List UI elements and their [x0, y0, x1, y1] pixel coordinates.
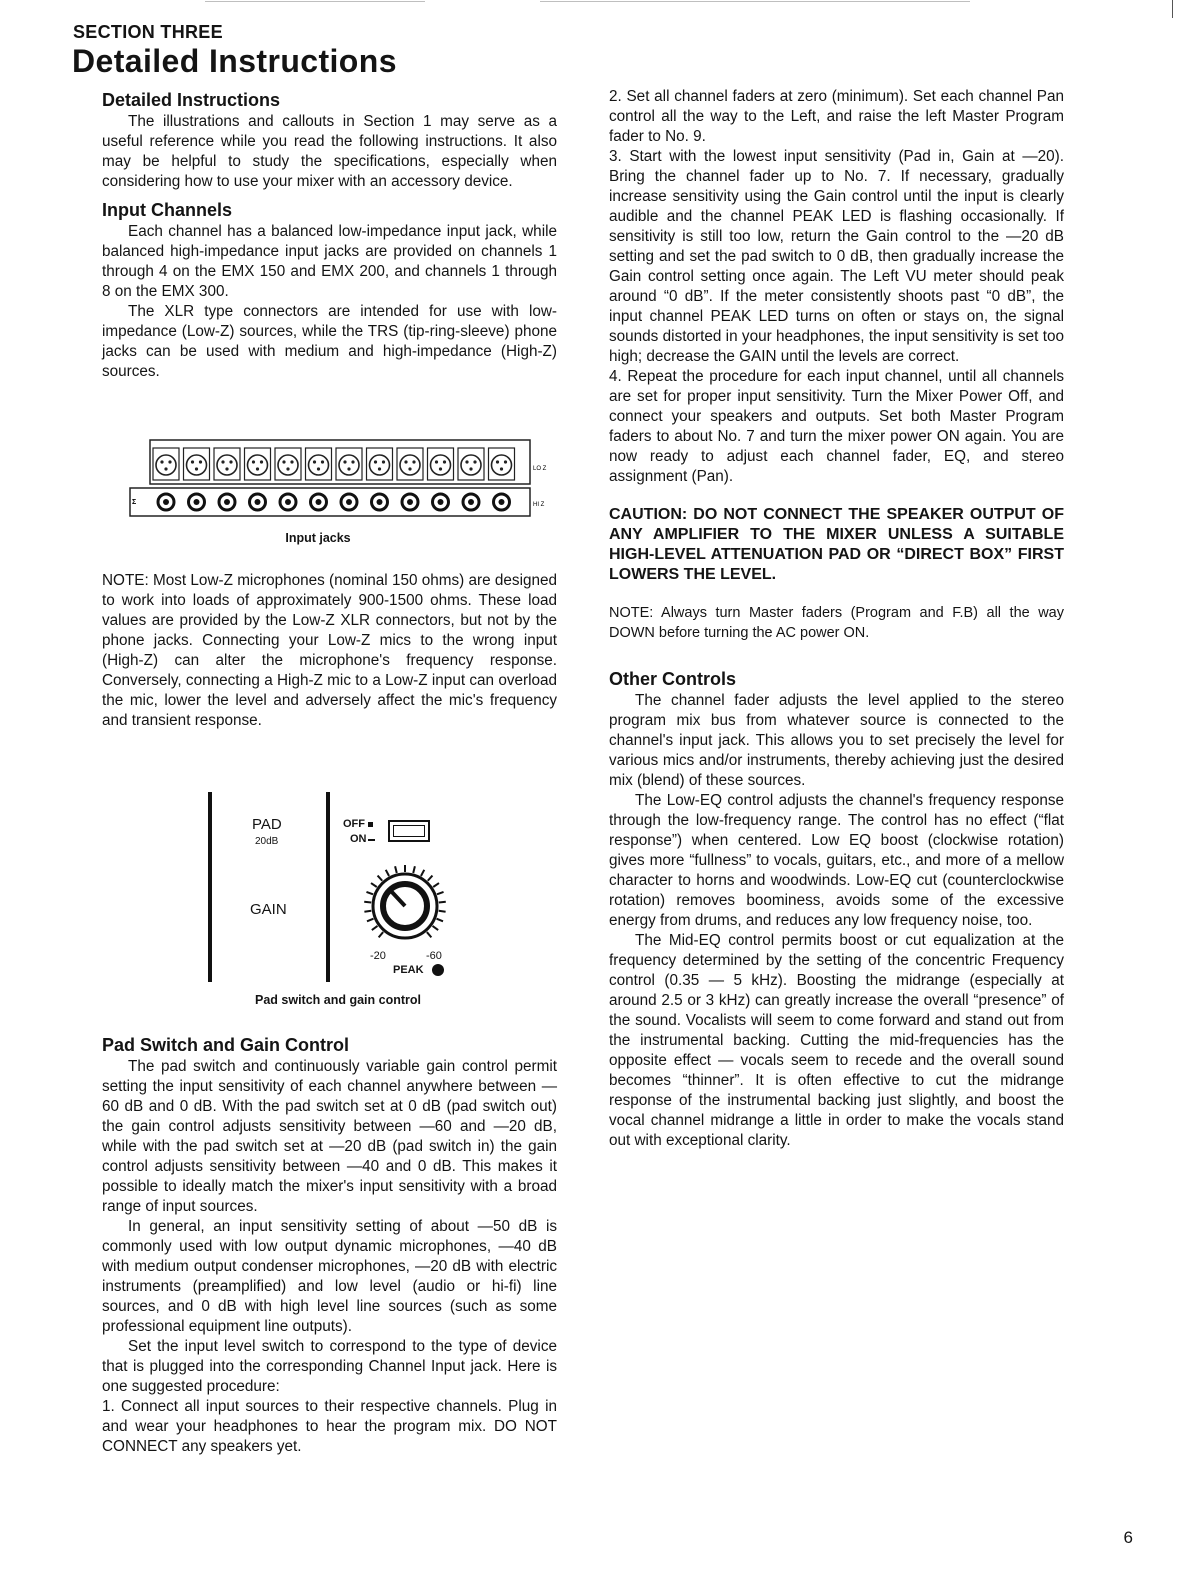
- phone-jack-center-icon: [407, 499, 413, 505]
- xlr-socket-icon: [492, 455, 512, 475]
- xlr-pin-icon: [160, 460, 163, 463]
- pad-sub-label: 20dB: [255, 836, 279, 847]
- xlr-pin-icon: [321, 460, 324, 463]
- xlr-pin-icon: [496, 460, 499, 463]
- procedure-step-2: 2. Set all channel faders at zero (minimum). Set each channel Pan control all the way to the Left, and raise the left Master Program fader to No. 9.: [609, 88, 1064, 145]
- xlr-socket-icon: [461, 455, 481, 475]
- top-rule: [540, 1, 970, 2]
- xlr-pin-icon: [290, 460, 293, 463]
- xlr-pin-icon: [282, 460, 285, 463]
- xlr-pin-icon: [286, 467, 289, 470]
- phone-jack-center-icon: [377, 499, 383, 505]
- pad-gain-caption: Pad switch and gain control: [255, 993, 421, 1007]
- input-channels-paragraph-1: Each channel has a balanced low-impedance input jack, while balanced high-impedance input jacks are provided on channels 1 through 4 on the EMX 150 and EMX 200, and channels 1 through 8 on the EMX 300.: [102, 223, 557, 300]
- xlr-pin-icon: [195, 467, 198, 470]
- xlr-socket-icon: [217, 455, 237, 475]
- knob-tick-icon: [395, 866, 397, 873]
- xlr-pin-icon: [465, 460, 468, 463]
- pad-gain-figure: [200, 788, 500, 988]
- xlr-pin-icon: [168, 460, 171, 463]
- xlr-pin-icon: [439, 467, 442, 470]
- panel-edge-left: [208, 792, 212, 982]
- xlr-pin-icon: [404, 460, 407, 463]
- knob-tick-icon: [421, 870, 424, 876]
- knob-tick-icon: [364, 902, 371, 903]
- xlr-pin-icon: [382, 460, 385, 463]
- pad-switch-heading: Pad Switch and Gain Control: [102, 1035, 350, 1055]
- procedure-step-4: 4. Repeat the procedure for each input channel, until all channels are set for proper input sensitivity. Turn the Mixer Power Off, and connect your speakers and outputs. Set both Master Program faders to about No. 7 and turn the mixer power ON again. You are now ready to adjust each channel fader, EQ, and stereo assignment (Pan).: [609, 368, 1064, 485]
- phone-jack-center-icon: [316, 499, 322, 505]
- pad-switch-button[interactable]: [388, 820, 430, 842]
- xlr-pin-icon: [317, 467, 320, 470]
- on-indicator: [368, 839, 375, 841]
- xlr-pin-icon: [408, 467, 411, 470]
- low-z-note-text: NOTE: Most Low-Z microphones (nominal 150 ohms) are designed to work into loads of approximately 900-1500 ohms. These load values are provided by the Low-Z XLR connectors, but not by the phone jacks. Connecting your Low-Z mics to the wrong input (High-Z) can alter the microphone's frequency response. Conversely, connecting a High-Z mic to a Low-Z input can overload the mic, lower the level and adversely affect the mic's frequency and transient response.: [102, 572, 557, 729]
- other-paragraph-3: The Mid-EQ control permits boost or cut equalization at the frequency determined by the setting of the concentric Frequency control (0.35 — 5 kHz). Boosting the midrange (especially at around 2.5 or 3 kHz) can greatly increase the overall “presence” of the sound. Vocalists will seem to come forward and stand out from the instrumental backing. Cutting the mid-frequencies has the opposite effect — vocals seem to recede and the overall sound becomes “thinner”. It is often effective to cut the midrange response of the instrumental backing just slightly, and boost the vocal channel midrange a little in order to make the vocals stand out with exceptional clarity.: [609, 932, 1064, 1149]
- xlr-socket-icon: [187, 455, 207, 475]
- intro-paragraph: The illustrations and callouts in Section 1 may serve as a useful reference while you read the following instructions. It also may be helpful to study the specifications, especially when considering how to use your mixer with an accessory device.: [102, 113, 557, 190]
- input-channels-paragraph-2: The XLR type connectors are intended for use with low-impedance (Low-Z) sources, while the TRS (tip-ring-sleeve) phone jacks can be used with medium and high-impedance (High-Z) sources.: [102, 303, 557, 380]
- xlr-pin-icon: [164, 467, 167, 470]
- xlr-pin-icon: [199, 460, 202, 463]
- svg-text:HI Z: HI Z: [533, 502, 545, 508]
- phone-jack-center-icon: [163, 499, 169, 505]
- input-jacks-illustration: [128, 436, 548, 522]
- xlr-pin-icon: [229, 460, 232, 463]
- xlr-pin-icon: [473, 460, 476, 463]
- xlr-socket-icon: [248, 455, 268, 475]
- other-paragraph-2: The Low-EQ control adjusts the channel's frequency response through the low-frequency range. The control has no effect (“flat response”) when centered. Low EQ boost (clockwise rotation) gives more “fullness” to vocals, guitars, etc., and more of a mellow character to horns and woodwinds. Low-EQ cut (counterclockwise rotation) removes boominess, avoids some of the excessive energy from drums, and reduces any low frequency noise, too.: [609, 792, 1064, 929]
- svg-text:Σ: Σ: [132, 499, 137, 506]
- xlr-pin-icon: [374, 460, 377, 463]
- svg-text:LO Z: LO Z: [533, 466, 547, 472]
- xlr-socket-icon: [339, 455, 359, 475]
- xlr-pin-icon: [347, 467, 350, 470]
- phone-jack-center-icon: [438, 499, 444, 505]
- low-z-note: [102, 571, 557, 731]
- xlr-socket-icon: [400, 455, 420, 475]
- xlr-pin-icon: [343, 460, 346, 463]
- left-column-bottom: [102, 1033, 557, 1457]
- xlr-pin-icon: [191, 460, 194, 463]
- phone-jack-center-icon: [194, 499, 200, 505]
- xlr-socket-icon: [370, 455, 390, 475]
- knob-tick-icon: [439, 911, 446, 912]
- xlr-pin-icon: [260, 460, 263, 463]
- knob-tick-icon: [372, 926, 378, 930]
- knob-tick-icon: [367, 919, 373, 922]
- off-label: OFF: [343, 818, 365, 830]
- phone-jack-center-icon: [255, 499, 261, 505]
- right-column: [609, 87, 1064, 1151]
- page-number: 6: [1123, 1528, 1133, 1547]
- page-title: Detailed Instructions: [72, 43, 397, 79]
- phone-jack-center-icon: [468, 499, 474, 505]
- knob-tick-icon: [427, 932, 431, 937]
- other-paragraph-1: The channel fader adjusts the level applied to the stereo program mix bus from whatever source is connected to the channel's input jack. This allows you to set precisely the level for various mics and/or instruments, thereby achieving just the desired mix (blend) of these sources.: [609, 692, 1064, 789]
- xlr-pin-icon: [252, 460, 255, 463]
- panel-edge-right: [326, 792, 330, 982]
- knob-tick-icon: [439, 902, 446, 903]
- knob-tick-icon: [433, 926, 439, 930]
- power-note: NOTE: Always turn Master faders (Program and F.B) all the way DOWN before turning the AC power ON.: [609, 605, 1064, 641]
- xlr-socket-icon: [278, 455, 298, 475]
- knob-tick-icon: [378, 876, 383, 881]
- procedure-step-1: 1. Connect all input sources to their respective channels. Plug in and wear your headphones to hear the program mix. DO NOT CONNECT any speakers yet.: [102, 1398, 557, 1455]
- xlr-pin-icon: [412, 460, 415, 463]
- peak-label: PEAK: [393, 964, 424, 976]
- phone-jack-center-icon: [285, 499, 291, 505]
- phone-jack-center-icon: [224, 499, 230, 505]
- knob-tick-icon: [379, 932, 383, 937]
- knob-tick-icon: [366, 892, 373, 894]
- xlr-socket-icon: [309, 455, 329, 475]
- pad-label: PAD: [252, 816, 282, 833]
- knob-tick-icon: [413, 866, 415, 873]
- xlr-pin-icon: [313, 460, 316, 463]
- knob-tick-icon: [437, 892, 444, 894]
- off-indicator: [368, 822, 373, 827]
- input-channels-heading: Input Channels: [102, 200, 232, 220]
- top-rule: [205, 1, 425, 2]
- xlr-pin-icon: [221, 460, 224, 463]
- on-label: ON: [350, 833, 367, 845]
- peak-led: [432, 964, 444, 976]
- xlr-pin-icon: [435, 460, 438, 463]
- pad-paragraph-3: Set the input level switch to correspond to the type of device that is plugged into the corresponding Channel Input jack. Here is one suggested procedure:: [102, 1338, 557, 1395]
- knob-tick-icon: [364, 911, 371, 912]
- gain-max-label: -60: [426, 950, 442, 962]
- xlr-pin-icon: [500, 467, 503, 470]
- other-controls-heading: Other Controls: [609, 669, 737, 689]
- caution-text: CAUTION: DO NOT CONNECT THE SPEAKER OUTPUT OF ANY AMPLIFIER TO THE MIXER UNLESS A SUITABLE HIGH-LEVEL ATTENUATION PAD OR “DIRECT BOX” FIRST LOWERS THE LEVEL.: [609, 506, 1064, 583]
- xlr-pin-icon: [225, 467, 228, 470]
- xlr-socket-icon: [431, 455, 451, 475]
- gain-min-label: -20: [370, 950, 386, 962]
- intro-heading: Detailed Instructions: [102, 90, 281, 110]
- procedure-step-3: 3. Start with the lowest input sensitivity (Pad in, Gain at —20). Bring the channel fader up to No. 7. If necessary, gradually increase sensitivity using the Gain control until the input is clearly audible and the channel PEAK LED is flashing occasionally. If sensitivity is still too low, return the Gain control to the —20 dB setting and set the pad switch to 0 dB, then gradually increase the Gain control setting once again. The Left VU meter should peak around “0 dB”. If the meter consistently shoots past “0 dB”, the input channel PEAK LED turns on often or stays on, the signal sounds distorted in your headphones, the input sensitivity is set too high; decrease the GAIN until the levels are correct.: [609, 148, 1064, 365]
- gain-label: GAIN: [250, 901, 287, 918]
- xlr-pin-icon: [504, 460, 507, 463]
- knob-tick-icon: [433, 883, 439, 887]
- left-column-top: [102, 88, 557, 382]
- xlr-pin-icon: [469, 467, 472, 470]
- xlr-pin-icon: [256, 467, 259, 470]
- input-jacks-caption: Input jacks: [285, 531, 351, 545]
- xlr-socket-icon: [156, 455, 176, 475]
- xlr-pin-icon: [351, 460, 354, 463]
- xlr-pin-icon: [443, 460, 446, 463]
- xlr-pin-icon: [378, 467, 381, 470]
- input-jacks-figure: [128, 436, 548, 522]
- knob-tick-icon: [386, 870, 389, 876]
- pad-paragraph-1: The pad switch and continuously variable gain control permit setting the input sensitivity of each channel anywhere between —60 dB and 0 dB. With the pad switch set at 0 dB (pad switch out) the gain control adjusts sensitivity between —60 and —20 dB, while with the pad switch set at —20 dB (pad switch in) the gain control adjusts sensitivity between —40 and 0 dB. This makes it possible to ideally match the mixer's input sensitivity with a broad range of input sources.: [102, 1058, 557, 1215]
- corner-mark: [1172, 0, 1173, 18]
- knob-tick-icon: [428, 876, 433, 881]
- knob-tick-icon: [371, 883, 377, 887]
- phone-jack-center-icon: [346, 499, 352, 505]
- pad-paragraph-2: In general, an input sensitivity setting of about —50 dB is commonly used with low output dynamic microphones, —40 dB with medium output condenser microphones, —20 dB with electric instruments (preamplified) and low level (audio or hi-fi) line sources, and 0 dB with high level line sources (such as some professional equipment line outputs).: [102, 1218, 557, 1335]
- knob-tick-icon: [437, 919, 443, 922]
- section-label: SECTION THREE: [73, 22, 223, 42]
- phone-jack-center-icon: [499, 499, 505, 505]
- gain-knob[interactable]: [360, 862, 450, 948]
